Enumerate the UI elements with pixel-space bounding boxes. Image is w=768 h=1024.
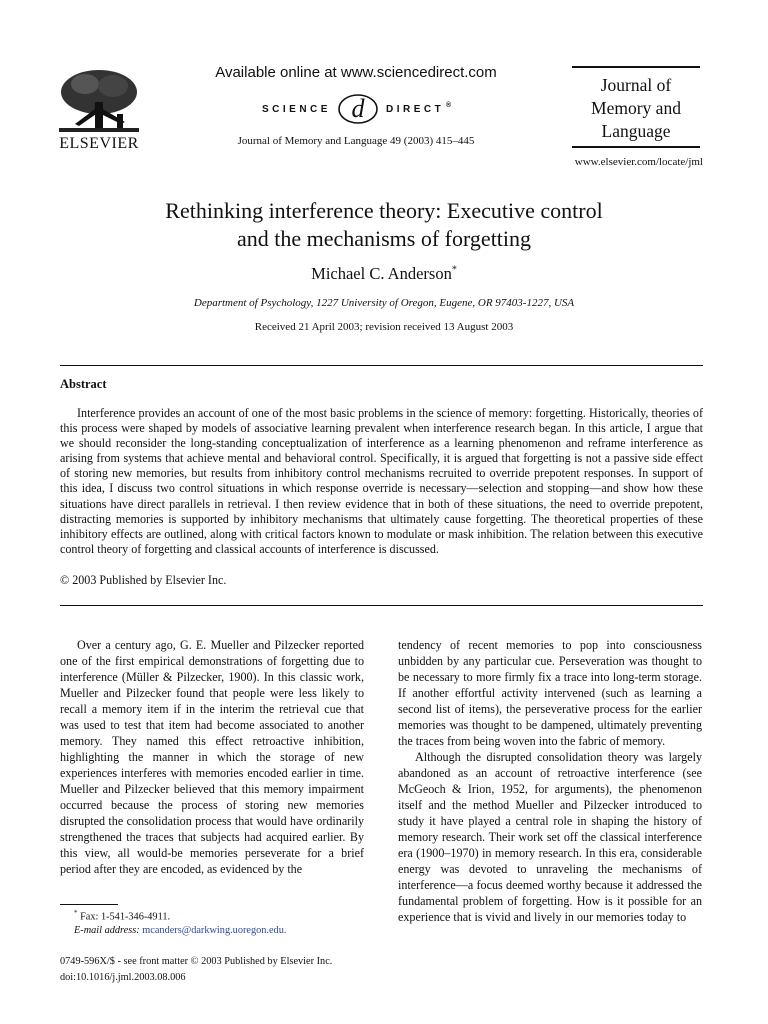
footnote-rule: [60, 904, 118, 905]
journal-url[interactable]: www.elsevier.com/locate/jml: [574, 156, 703, 168]
body-right-paragraph-2: Although the disrupted consolidation theory was largely abandoned as an account of retroactive interference (see McGeoch & Irion, 1952, for arguments), the phenomenon itself and the method Mueller and Pilzecker introduced to study it have played a central role in shaping the history of memory research. Their work set off the classical interference era (1900–1970) in memory research. In this era, considerable energy was devoted to unraveling the mechanisms of interference—a focus deemed worthy because it addressed the fundamental problem of forgetting. How is it possible for an experience that is vivid and lively in our memories today to: [398, 750, 702, 924]
divider-top: [60, 365, 703, 366]
author-line: [60, 264, 708, 284]
front-matter-line: 0749-596X/$ - see front matter © 2003 Published by Elsevier Inc.: [60, 956, 333, 967]
abstract-text: Interference provides an account of one of the most basic problems in the science of memory: forgetting. Historically, theories of this process were shaped by models of associative learning prevalent when interference research began. In this article, I argue that we should reconsider the long-standing conceptualization of interference as a learning phenomenon and reframe interference as arising from systems that achieve mental and behavioral control. Specifically, it is argued that forgetting is not a passive side effect of storing new memories, but results from inhibitory control mechanisms recruited to override prepotent responses. In support of this idea, I discuss two control situations in which response override is necessary—selection and stopping—and show how these situations have direct parallels in retrieval. I then review evidence that in both of these situations, the need to override prepotent, distracting memories is supported by inhibitory mechanisms that ultimately cause forgetting. The theoretical properties of these inhibitory effects are outlined, along with critical factors known to modulate or mask inhibition. The relation between this executive control theory of forgetting and classical accounts of interference is discussed.: [60, 406, 703, 556]
body-right-column: [398, 637, 702, 925]
journal-title-line2: Memory and: [591, 98, 681, 118]
title-line2: and the mechanisms of forgetting: [236, 226, 532, 251]
journal-title-line1: Journal of: [600, 75, 672, 95]
abstract-copyright: © 2003 Published by Elsevier Inc.: [60, 573, 227, 587]
svg-text:d: d: [351, 94, 365, 123]
email-label: E-mail address:: [74, 925, 140, 936]
journal-title-line3: Language: [601, 121, 671, 141]
author-name: Michael C. Anderson: [311, 264, 452, 283]
abstract-heading: Abstract: [60, 377, 107, 391]
footnote-fax: [60, 909, 364, 922]
publisher-name: ELSEVIER: [59, 135, 139, 152]
doi-line[interactable]: doi:10.1016/j.jml.2003.08.006: [60, 972, 186, 983]
divider-bottom: [60, 605, 703, 606]
sd-left-text: SCIENCE: [262, 104, 331, 115]
author-footnote-mark[interactable]: *: [451, 264, 457, 276]
sciencedirect-logo: [200, 92, 510, 126]
available-online-text: Available online at www.sciencedirect.com: [215, 64, 497, 81]
email-link[interactable]: mcanders@darkwing.uoregon.edu.: [142, 925, 287, 936]
article-title: [60, 197, 708, 253]
title-line1: Rethinking interference theory: Executive control: [165, 198, 603, 223]
body-right-paragraph-1: tendency of recent memories to pop into consciousness unbidden by any particular cue. Perseveration was thought to be necessary to more firmly fix a trace into long-term storage. If another effortful activity intervened (such as learning a second list of items), the perseverative process for the earlier memories was thought to be dampened, ultimately preventing the traces from being woven into the fabric of memory.: [398, 638, 702, 748]
footnote-email: [60, 925, 364, 936]
journal-citation: Journal of Memory and Language 49 (2003) 415–445: [237, 135, 475, 147]
sd-d-icon: [336, 92, 380, 126]
author-affiliation: Department of Psychology, 1227 University of Oregon, Eugene, OR 97403-1227, USA: [193, 297, 575, 309]
body-left-column: Over a century ago, G. E. Mueller and Pilzecker reported one of the first empirical demonstrations of forgetting due to interference (Müller & Pilzecker, 1900). In this classic work, Mueller and Pilzecker found that people were less likely to recall a memory item if in the interim the retrieval cue that was used to test that item had become associated to another memory. They named this effect retroactive inhibition, highlighting the manner in which the storage of new experiences interferes with memories encoded earlier in time. Mueller and Pilzecker believed that this memory impairment occurred because the process of storing new memories disrupted the consolidation process that would have ordinarily strengthened the traces that subjects had acquired earlier. By this view, all would-be memories perseverate for a brief period after they are encoded, as evidenced by the: [60, 638, 364, 876]
journal-title-box: [572, 66, 700, 148]
received-dates: Received 21 April 2003; revision received 13 August 2003: [254, 321, 514, 333]
registered-mark-icon: ®: [446, 102, 452, 109]
footnote-mark: *: [74, 909, 78, 917]
sd-right-text: DIRECT: [386, 104, 445, 115]
footnote-fax-text: Fax: 1-541-346-4911.: [80, 911, 171, 923]
